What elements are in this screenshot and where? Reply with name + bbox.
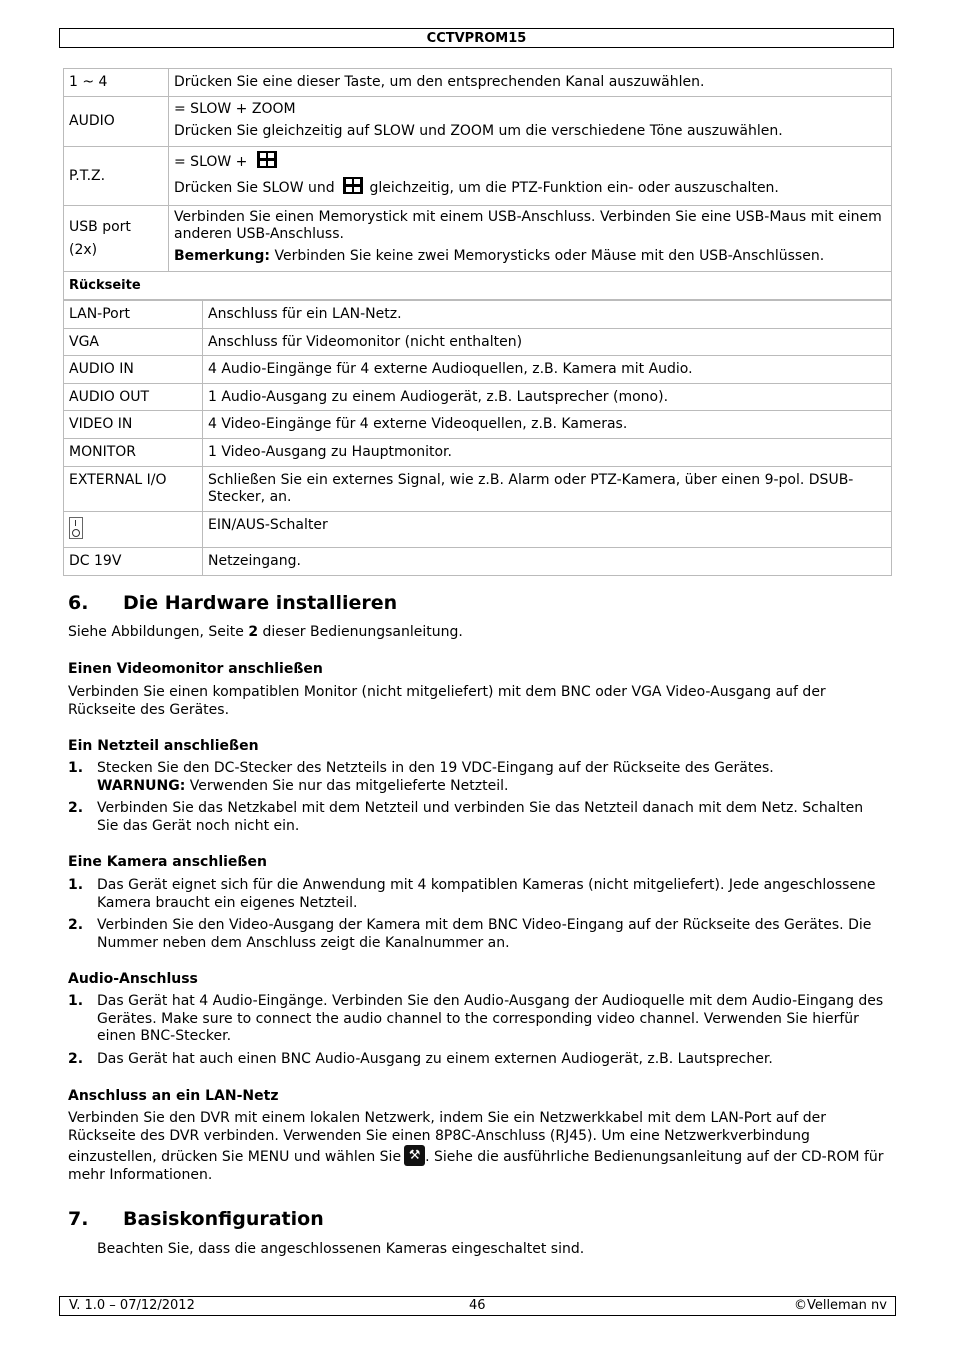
note-label: Bemerkung: [174,248,271,264]
camera-item1: Das Gerät eignet sich für die Anwendung mit 4 kompatiblen Kameras (nicht mitgeliefert). Jede angeschlossene Kamera braucht ein eigenes Netzteil. [97,877,876,911]
power-item1: Stecken Sie den DC-Stecker des Netzteils in den 19 VDC-Eingang auf der Rückseite des Gerätes. [97,760,774,776]
row-key: 1 ~ 4 [64,69,169,97]
ptz-desc-a: Drücken Sie SLOW und [174,180,335,196]
audio-desc: Drücken Sie gleichzeitig auf SLOW und ZOOM um die verschiedene Töne auszuwählen. [174,123,783,139]
table-row [64,329,892,356]
camera-item2: Verbinden Sie den Video-Ausgang der Kamera mit dem BNC Video-Eingang auf der Rückseite des Gerätes. Die Nummer neben dem Anschluss zeigt die Kanalnummer an. [97,917,872,951]
section-7-text: Beachten Sie, dass die angeschlossenen Kameras eingeschaltet sind. [97,1241,585,1257]
power-heading: Ein Netzteil anschließen [68,738,259,754]
list-number: 1. [68,993,84,1009]
page-footer [59,1296,896,1316]
table-row [64,147,892,206]
list-item [68,877,888,912]
power-item2: Verbinden Sie das Netzkabel mit dem Netzteil und verbinden Sie das Netzteil danach mit dem Netz. Schalten Sie das Gerät noch nicht ein. [97,800,864,834]
row-value [169,97,892,147]
table-row [64,206,892,272]
list-number: 2. [68,917,84,933]
warning-label: WARNUNG: [97,777,186,794]
footer-page: 46 [469,1298,486,1313]
usb-note [174,248,886,265]
list-item [68,993,888,1046]
usb-key-line2: (2x) [69,241,98,258]
row-key: AUDIO OUT [64,384,203,411]
section-7-heading [68,1208,324,1230]
ptz-desc-b: gleichzeitig, um die PTZ-Funktion ein- oder auszuschalten. [369,180,779,196]
usb-key-line1: USB port [69,218,131,235]
audio-item1: Das Gerät hat 4 Audio-Eingänge. Verbinden Sie den Audio-Ausgang der Audioquelle mit dem Audio-Eingang des Gerätes. Make sure to connect the audio channel to the corresponding video channel. Verwenden Sie hierfür einen BNC-Stecker. [97,993,884,1044]
table-row [64,512,892,548]
list-item [68,917,888,952]
table-row [64,439,892,467]
row-key: MONITOR [64,439,203,467]
grid-icon [343,177,363,194]
table-row [64,301,892,329]
row-key: EXTERNAL I/O [64,467,203,512]
section-title: Basiskonfiguration [123,1208,324,1230]
monitor-text: Verbinden Sie einen kompatiblen Monitor (nicht mitgeliefert) mit dem BNC oder VGA Video-Ausgang auf der Rückseite des Gerätes. [68,684,826,718]
list-number: 1. [68,760,84,776]
camera-heading: Eine Kamera anschließen [68,854,267,870]
row-value: Drücken Sie eine dieser Taste, um den entsprechenden Kanal auszuwählen. [169,69,892,97]
row-value: Anschluss für Videomonitor (nicht enthalten) [203,329,892,356]
lan-text-a: Verbinden Sie den DVR mit einem lokalen Netzwerk, indem Sie ein Netzwerkkabel mit dem LAN-Port auf der Rückseite des DVR verbinden. Verwenden Sie einen 8P8C-Anschluss (RJ45). Um eine Netzwerkverbindung einzustellen, drücken Sie MENU und wählen Sie [68,1110,827,1165]
note-text: Verbinden Sie keine zwei Memorysticks oder Mäuse mit den USB-Anschlüssen. [274,248,825,264]
row-value [169,147,892,206]
audio-item2: Das Gerät hat auch einen BNC Audio-Ausgang zu einem externen Audiogerät, z.B. Lautsprecher. [97,1051,773,1067]
table-row [64,69,892,97]
row-key: VIDEO IN [64,411,203,439]
row-key: LAN-Port [64,301,203,329]
table-row [64,384,892,411]
list-item [68,800,888,835]
table-row [64,356,892,384]
row-value [169,206,892,272]
list-number: 1. [68,877,84,893]
lan-text-b: . Siehe die ausführliche Bedienungsanleitung auf der CD-ROM für mehr Informationen. [68,1149,884,1183]
section-number: 7. [68,1208,89,1230]
row-key: P.T.Z. [64,147,169,206]
list-item [68,1051,888,1069]
row-value: 1 Video-Ausgang zu Hauptmonitor. [203,439,892,467]
section-6-heading [68,592,397,614]
usb-desc: Verbinden Sie einen Memorystick mit einem USB-Anschluss. Verbinden Sie eine USB-Maus mit einem anderen USB-Anschluss. [174,209,882,242]
row-key: AUDIO [64,97,169,147]
controls-table [63,68,892,300]
row-key [64,206,169,272]
row-key [64,512,203,548]
row-value: EIN/AUS-Schalter [203,512,892,548]
intro-page: 2 [248,624,259,640]
section-6-intro [68,624,888,642]
list-item [68,760,888,795]
monitor-heading: Einen Videomonitor anschließen [68,661,323,677]
lan-heading: Anschluss an ein LAN-Netz [68,1088,279,1104]
table-row [64,548,892,576]
lan-text [68,1110,888,1184]
table-row [64,411,892,439]
table-row [64,272,892,300]
network-settings-icon: ⚒ [404,1145,425,1166]
section-number: 6. [68,592,89,614]
table-row [64,97,892,147]
table-row [64,467,892,512]
footer-copyright: ©Velleman nv [793,1298,887,1313]
row-value: Schließen Sie ein externes Signal, wie z.B. Alarm oder PTZ-Kamera, über einen 9-pol. DSUB-Stecker, an. [203,467,892,512]
row-value: Anschluss für ein LAN-Netz. [203,301,892,329]
row-value: 1 Audio-Ausgang zu einem Audiogerät, z.B. Lautsprecher (mono). [203,384,892,411]
audio-combo: = SLOW + ZOOM [174,101,296,117]
row-key: AUDIO IN [64,356,203,384]
rear-panel-table [63,300,892,576]
list-number: 2. [68,800,84,816]
row-value: Netzeingang. [203,548,892,576]
warning-text: Verwenden Sie nur das mitgelieferte Netzteil. [189,777,509,794]
audio-heading: Audio-Anschluss [68,971,198,987]
ptz-desc [174,177,886,197]
row-value: 4 Video-Eingänge für 4 externe Videoquellen, z.B. Kameras. [203,411,892,439]
intro-text-end: dieser Bedienungsanleitung. [258,624,463,640]
power-switch-icon [69,517,83,539]
section-label: Rückseite [64,272,892,300]
intro-text: Siehe Abbildungen, Seite [68,624,249,640]
ptz-combo-text: = SLOW + [174,154,248,170]
section-title: Die Hardware installieren [123,592,398,614]
row-value: 4 Audio-Eingänge für 4 externe Audioquellen, z.B. Kamera mit Audio. [203,356,892,384]
list-number: 2. [68,1051,84,1067]
page-header: CCTVPROM15 [59,28,894,48]
row-key: VGA [64,329,203,356]
row-key: DC 19V [64,548,203,576]
grid-icon [257,151,277,168]
ptz-combo [174,151,886,171]
footer-version: V. 1.0 – 07/12/2012 [69,1298,195,1313]
power-warning [97,778,888,796]
